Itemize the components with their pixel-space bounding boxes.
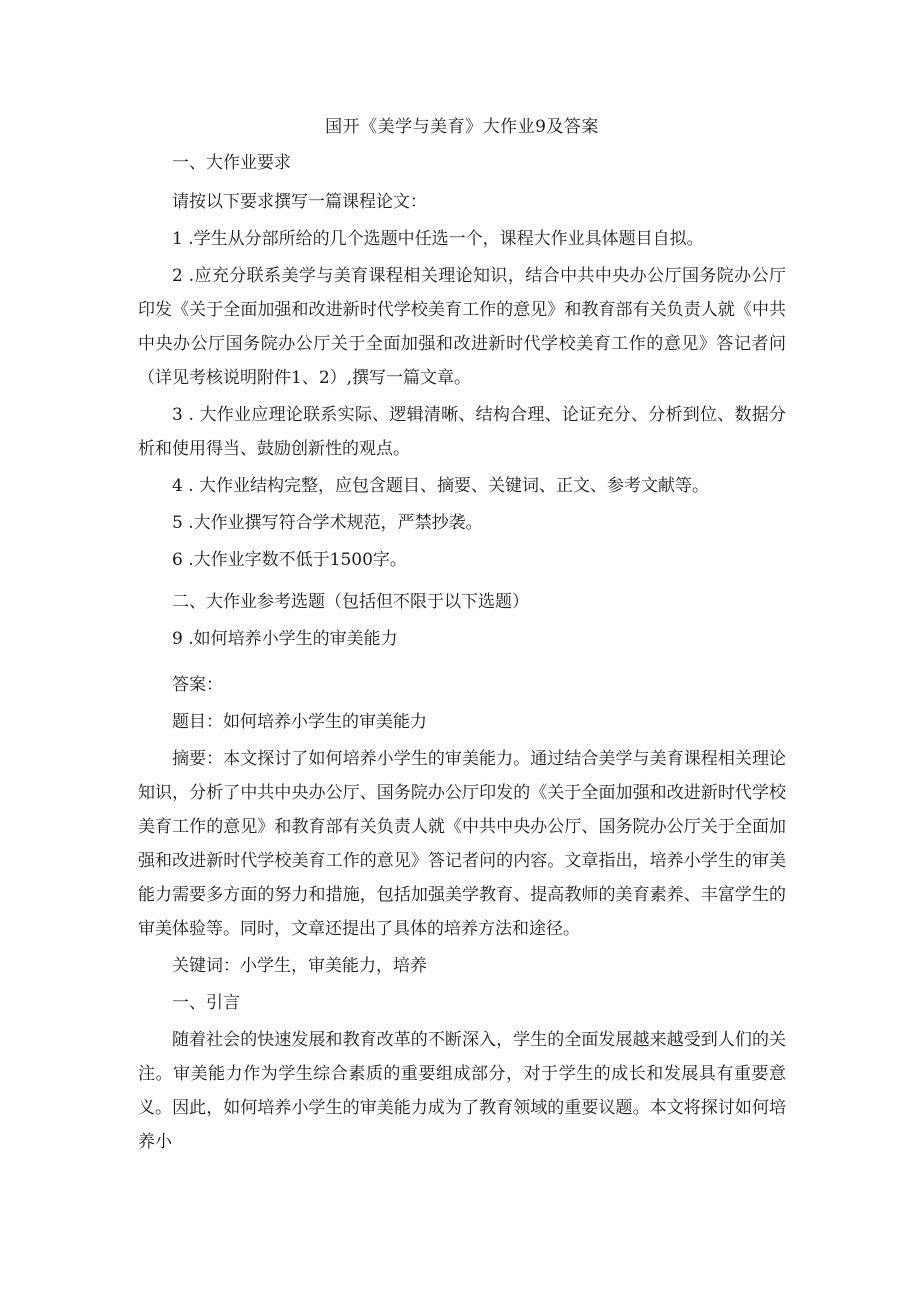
answer-label: 答案： (172, 675, 223, 695)
intro-paragraph: 随着社会的快速发展和教育改革的不断深入，学生的全面发展越来越受到人们的关注。审美能力作为学生综合素质的重要组成部分，对于学生的成长和发展具有重要意义。因此，如何培养小学生的审美能力成为了教育领域的重要议题。本文将探讨如何培养小 (138, 1030, 786, 1152)
requirement-item: 5 .大作业撰写符合学术规范，严禁抄袭。 (172, 513, 483, 533)
requirement-item: 2 .应充分联系美学与美育课程相关理论知识，结合中共中央办公厅国务院办公厅印发《关于全面加强和改进新时代学校美育工作的意见》和教育部有关负责人就《中共中央办公厅国务院办公厅关于全面加强和改进新时代学校美育工作的意见》答记者问（详见考核说明附件1、2）,撰写一篇文章。 (138, 266, 786, 388)
requirement-item: 3 . 大作业应理论联系实际、逻辑清晰、结构合理、论证充分、分析到位、数据分析和使用得当、鼓励创新性的观点。 (138, 405, 786, 459)
section-heading-topics: 二、大作业参考选题（包括但不限于以下选题） (172, 592, 529, 612)
requirement-item: 1 .学生从分部所给的几个选题中任选一个，课程大作业具体题目自拟。 (172, 229, 704, 249)
requirements-intro: 请按以下要求撰写一篇课程论文： (172, 192, 427, 212)
requirement-item: 6 .大作业字数不低于1500字。 (172, 550, 407, 570)
document-title: 国开《美学与美育》大作业9及答案 (325, 117, 599, 137)
intro-heading: 一、引言 (172, 993, 240, 1013)
paper-title: 题目：如何培养小学生的审美能力 (172, 712, 427, 732)
keywords-line: 关键词：小学生，审美能力，培养 (172, 956, 427, 976)
document-page (138, 112, 786, 1162)
section-heading-requirements: 一、大作业要求 (172, 153, 291, 173)
requirement-item: 4 . 大作业结构完整，应包含题目、摘要、关键词、正文、参考文献等。 (172, 476, 710, 496)
abstract-paragraph: 摘要：本文探讨了如何培养小学生的审美能力。通过结合美学与美育课程相关理论知识，分析了中共中央办公厅、国务院办公厅印发的《关于全面加强和改进新时代学校美育工作的意见》和教育部有关负责人就《中共中央办公厅、国务院办公厅关于全面加强和改进新时代学校美育工作的意见》答记者问的内容。文章指出，培养小学生的审美能力需要多方面的努力和措施，包括加强美学教育、提高教师的美育素养、丰富学生的审美体验等。同时，文章还提出了具体的培养方法和途径。 (138, 749, 786, 939)
topic-item: 9 .如何培养小学生的审美能力 (172, 629, 398, 649)
